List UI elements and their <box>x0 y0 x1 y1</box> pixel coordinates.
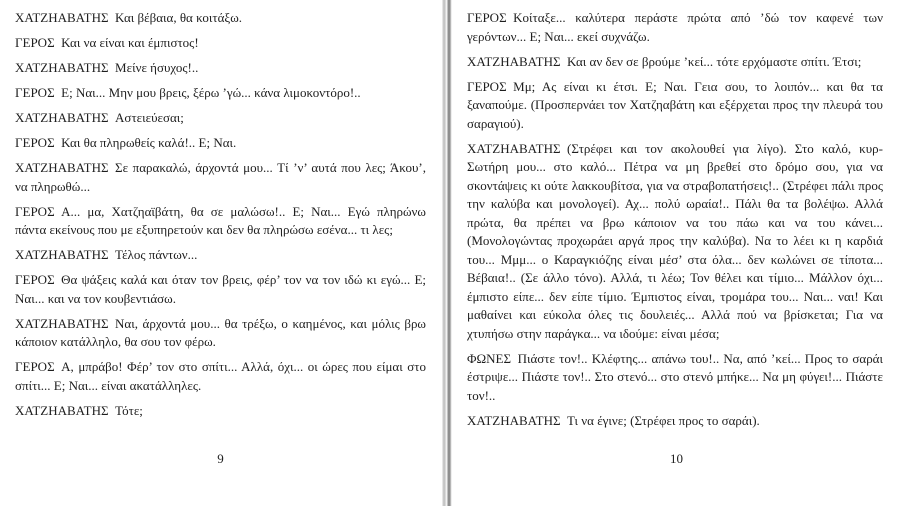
speaker-name: ΓΕΡΟΣ <box>15 85 55 100</box>
dialogue-paragraph <box>15 134 426 153</box>
speaker-name: ΧΑΤΖΗΑΒΑΤΗΣ <box>15 247 109 262</box>
speaker-name: ΧΑΤΖΗΑΒΑΤΗΣ <box>15 402 109 418</box>
page-number-right: 10 <box>670 451 683 466</box>
dialogue-text: Ε; Ναι... Μην μου βρεις, ξέρω ’γώ... κάνα λιμοκοντόρο!.. <box>61 85 361 100</box>
dialogue-paragraph <box>15 246 426 265</box>
dialogue-text: Κοίταξε... καλύτερα περάστε πρώτα από ’δώ τον καφενέ των γερόντων... Ε; Ναι... εκεί συχνάζω. <box>467 10 883 44</box>
speaker-name: ΓΕΡΟΣ <box>15 135 55 150</box>
dialogue-paragraph <box>15 203 426 240</box>
dialogue-text: Α... μα, Χατζηαϊβάτη, θα σε μαλώσω!.. Ε; Ναι... Εγώ πληρώνω πάντα εκείνους που με εξυπηρετούν και δεν θα πληρώσω εσένα... τι λες; <box>15 203 426 237</box>
dialogue-paragraph <box>15 9 426 28</box>
dialogue-paragraph <box>467 412 883 431</box>
dialogue-text: Α, μπράβο! Φέρ’ τον στο σπίτι... Αλλά, όχι... οι ώρες που είμαι στο σπίτι... Ε; Ναι... είναι ακατάλληλες. <box>15 359 426 393</box>
dialogue-paragraph <box>15 271 426 308</box>
speaker-name: ΧΑΤΖΗΑΒΑΤΗΣ <box>15 60 109 75</box>
dialogue-text: Μείνε ήσυχος!.. <box>115 60 199 75</box>
dialogue-text: Τέλος πάντων... <box>115 247 198 262</box>
page-fold-divider <box>441 0 452 506</box>
speaker-name: ΓΕΡΟΣ <box>15 203 55 219</box>
speaker-name: ΧΑΤΖΗΑΒΑΤΗΣ <box>467 412 561 428</box>
dialogue-text: Και βέβαια, θα κοιτάξω. <box>115 10 243 25</box>
dialogue-paragraph <box>467 350 883 406</box>
speaker-name: ΓΕΡΟΣ <box>467 78 507 94</box>
dialogue-paragraph <box>15 109 426 128</box>
dialogue-text: (Στρέφει και τον ακολουθεί για λίγο). Στο καλό, κυρ-Σωτήρη μου... στο καλό... Πέτρα να μη βρεθεί στο δρόμο σου, για να σκοντάψεις κι ούτε λακκουβίτσα, για να στραβοπατήσεις!.. (Στρέφει πάλι προς την καλύβα και μονολογεί). Αχ... πολύ ωραία!.. Πάλι θα τα βολέψω. Αλλά πρώτα, θα πρέπει να βρω κάποιον να του πάω και να του κάνει... (Μονολογώντας προχωράει αργά προς την καλύβα). Να το λέει κι η καρδιά του... Μμμ... ο Καραγκιόζης είναι μέσ’ στα όλα... δεν κωλώνει σε τίποτα... Βέβαια!.. (Σε άλλο τόνο). Αλλά, τι λέω; Τον θέλει και τίμιο... Μάλλον όχι... έμπιστο είπε... δεν είπε τίμιο. Έμπιστος είναι, τρομάρα του... Ναι... ναι! Και μαθαίνει και εύκολα όλες τις δουλειές... Αλλά πού να βρίσκεται; Για να χτυπήσω στην παράγκα... να ιδούμε: είναι μέσα; <box>467 140 883 341</box>
dialogue-text: Μμ; Ας είναι κι έτσι. Ε; Ναι. Γεια σου, το λοιπόν... και θα τα ξαναπούμε. (Προσπερνάει τον Χατζηαβάτη και εξέρχεται προς την πλευρά του σαραγιού). <box>467 78 883 131</box>
dialogue-paragraph <box>467 78 883 134</box>
speaker-name: ΓΕΡΟΣ <box>15 359 55 374</box>
dialogue-text: Σε παρακαλώ, άρχοντά μου... Τί ’ν’ αυτά που λες; Άκου’, να πληρωθώ... <box>15 160 426 194</box>
dialogue-paragraph <box>15 59 426 78</box>
speaker-name: ΓΕΡΟΣ <box>15 35 55 50</box>
dialogue-text: Πιάστε τον!.. Κλέφτης... απάνω του!.. Να, από ’κεί... Προς το σαράι έστριψε... Πιάστε τον!.. Στο στενό... στο στενό μπήκε... Να μη φύγει!... Πιάστε τον!.. <box>467 350 883 403</box>
dialogue-paragraph <box>467 9 883 46</box>
dialogue-paragraph <box>15 358 426 395</box>
dialogue-paragraph <box>15 84 426 103</box>
dialogue-text: Τότε; <box>115 402 143 418</box>
dialogue-text: Και αν δεν σε βρούμε ’κεί... τότε ερχόμαστε σπίτι. Έτσι; <box>567 53 862 69</box>
dialogue-paragraph <box>15 159 426 196</box>
page-right <box>452 0 901 506</box>
dialogue-paragraph <box>467 53 883 72</box>
speaker-name: ΓΕΡΟΣ <box>15 272 55 287</box>
page-left <box>0 0 441 506</box>
page-number-left: 9 <box>217 451 224 466</box>
dialogue-text: Τι να έγινε; (Στρέφει προς το σαράι). <box>567 412 760 428</box>
page-left-text <box>15 9 426 420</box>
dialogue-paragraph <box>15 34 426 53</box>
speaker-name: ΧΑΤΖΗΑΒΑΤΗΣ <box>467 140 561 156</box>
dialogue-paragraph <box>467 140 883 344</box>
dialogue-text: Αστειεύεσαι; <box>115 110 184 125</box>
dialogue-text: Και θα πληρωθείς καλά!.. Ε; Ναι. <box>61 135 237 150</box>
speaker-name: ΧΑΤΖΗΑΒΑΤΗΣ <box>15 10 109 25</box>
page-right-text <box>467 9 883 430</box>
speaker-name: ΓΕΡΟΣ <box>467 10 507 25</box>
dialogue-text: Ναι, άρχοντά μου... θα τρέξω, ο καημένος, και μόλις βρω κάποιον κατάλληλο, θα σου τον φέρω. <box>15 315 426 349</box>
speaker-name: ΧΑΤΖΗΑΒΑΤΗΣ <box>467 53 561 69</box>
speaker-name: ΧΑΤΖΗΑΒΑΤΗΣ <box>15 315 109 331</box>
dialogue-text: Και να είναι και έμπιστος! <box>61 35 199 50</box>
speaker-name: ΧΑΤΖΗΑΒΑΤΗΣ <box>15 160 109 175</box>
dialogue-text: Θα ψάξεις καλά και όταν τον βρεις, φέρ’ τον να τον ιδώ κι εγώ... Ε; Ναι... και να τον κουβεντιάσω. <box>15 272 426 306</box>
dialogue-paragraph <box>15 315 426 352</box>
dialogue-paragraph <box>15 402 426 421</box>
speaker-name: ΧΑΤΖΗΑΒΑΤΗΣ <box>15 110 109 125</box>
speaker-name: ΦΩΝΕΣ <box>467 350 512 366</box>
